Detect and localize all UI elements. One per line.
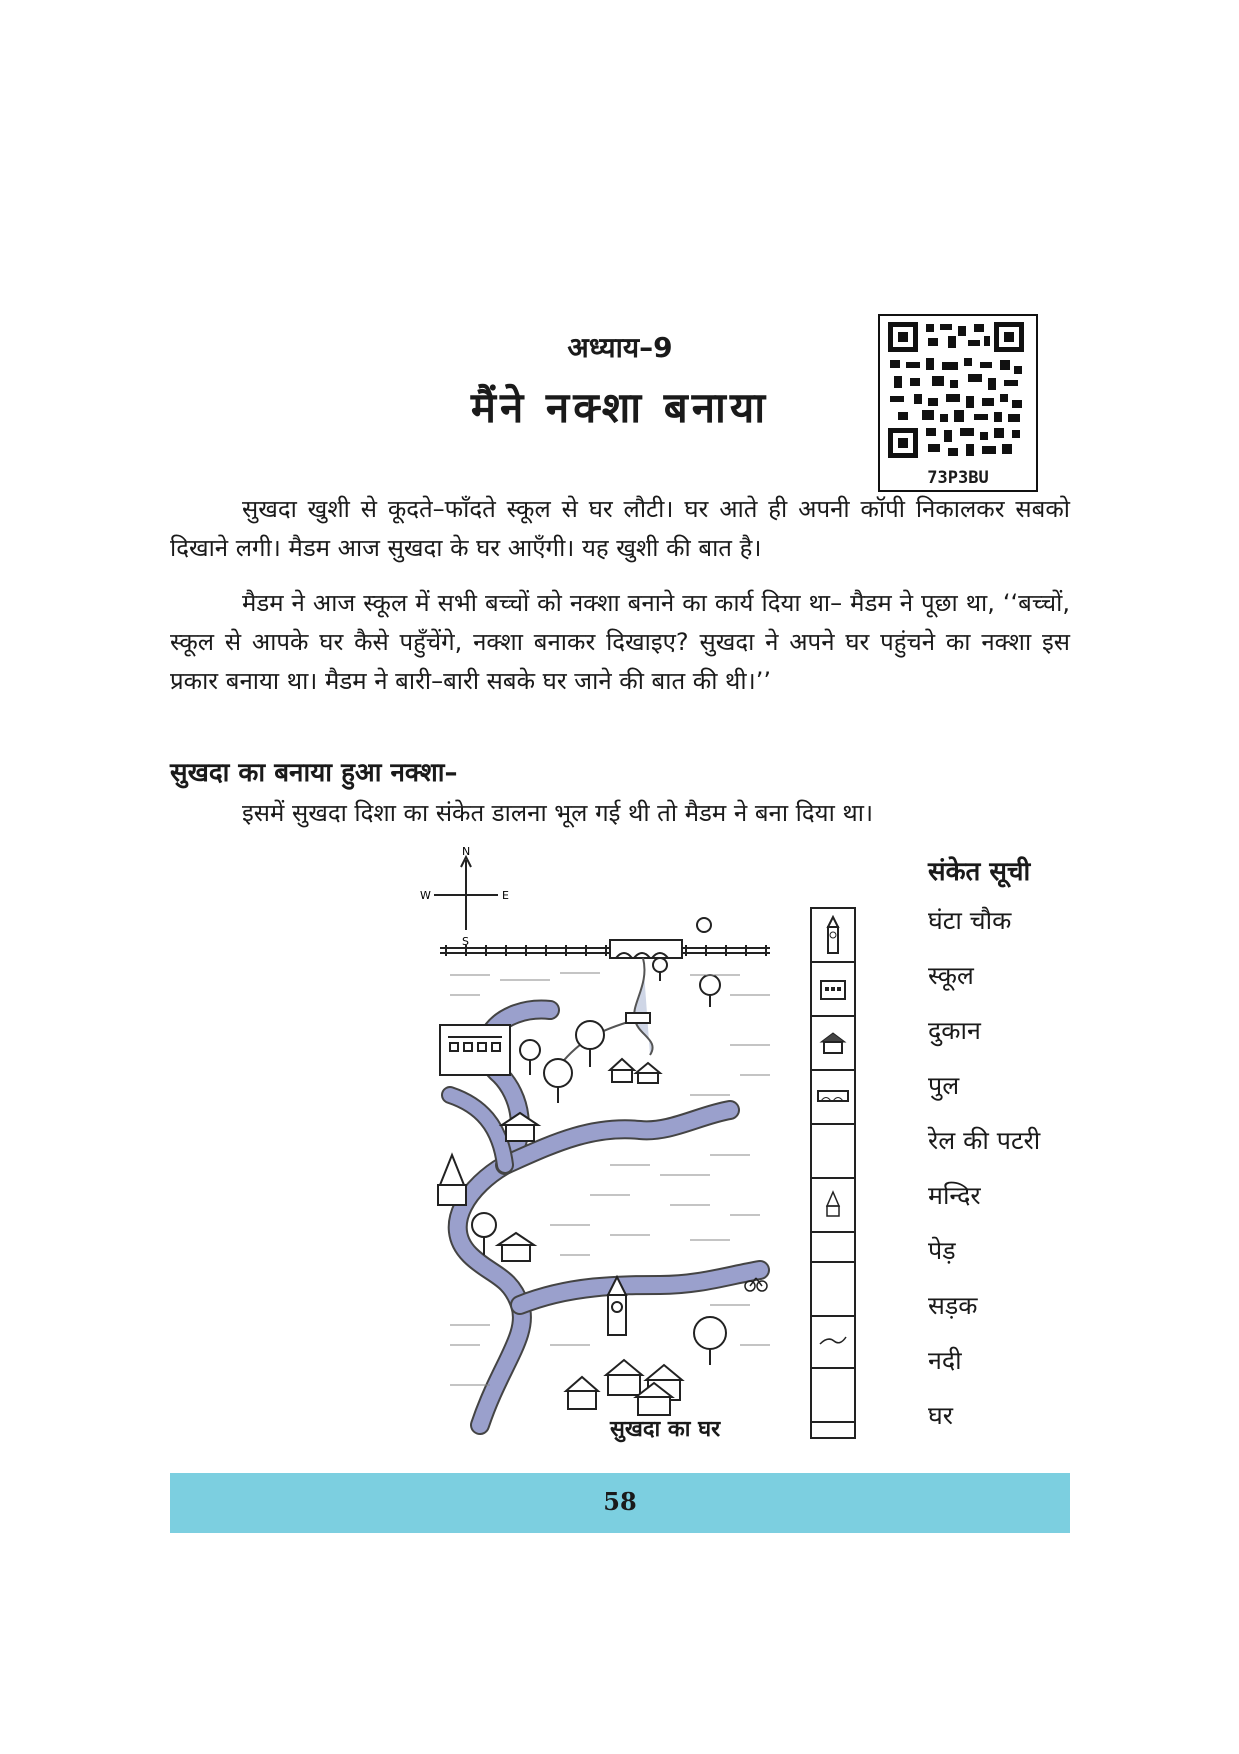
map-heading: सुखदा का बनाया हुआ नक्शा–	[170, 758, 458, 788]
school-icon	[818, 975, 848, 1003]
river-icon	[818, 1334, 848, 1348]
legend-symbol-temple	[812, 1179, 854, 1233]
legend-symbol-clock-tower	[812, 909, 854, 963]
map-drawing	[410, 845, 870, 1445]
village-houses-icon	[566, 1360, 682, 1415]
paragraph-1	[170, 490, 1070, 568]
compass-s: S	[462, 935, 469, 948]
paragraph-2-text: मैडम ने आज स्कूल में सभी बच्चों को नक्शा बनाने का कार्य दिया था– मैडम ने पूछा था, ‘‘बच्चों, स्कूल से आपके घर कैसे पहुँचेंगे, नक्शा बनाकर दिखाइए? सुखदा ने अपने घर पहुंचने का नक्शा इस प्रकार बनाया था। मैडम ने बारी–बारी सबके घर जाने की बात की थी।’’	[170, 589, 1070, 695]
qr-code-box[interactable]	[878, 314, 1038, 492]
shop-icon	[818, 1030, 848, 1056]
legend-label-clock-tower: घंटा चौक	[928, 906, 1012, 935]
footer-band	[170, 1473, 1070, 1533]
chapter-title: मैंने नक्शा बनाया	[470, 383, 770, 432]
legend-symbol-bridge	[812, 1071, 854, 1125]
temple-icon	[823, 1190, 843, 1220]
chapter-label: अध्याय–9	[567, 331, 673, 364]
legend-symbol-road	[812, 1315, 854, 1369]
legend-symbol-strip	[810, 907, 856, 1439]
bridge-icon	[816, 1087, 850, 1107]
river-bridge-icon	[626, 1013, 650, 1023]
legend-label-road: सड़क	[928, 1291, 978, 1320]
legend-label-school: स्कूल	[928, 961, 974, 990]
house-cluster-icon	[610, 1059, 660, 1083]
legend-label-bridge: पुल	[928, 1071, 960, 1100]
map-caption: सुखदा का घर	[610, 1417, 721, 1442]
page-number: 58	[603, 1487, 637, 1516]
paragraph-1-text: सुखदा खुशी से कूदते–फाँदते स्कूल से घर लौटी। घर आते ही अपनी कॉपी निकालकर सबको दिखाने लगी। मैडम आज सुखदा के घर आएँगी। यह खुशी की बात है।	[170, 495, 1070, 562]
compass-icon	[434, 857, 498, 930]
legend-label-river: नदी	[928, 1346, 962, 1375]
legend-symbol-tree	[812, 1261, 854, 1317]
legend-symbol-railway	[812, 1125, 854, 1179]
compass-w: W	[420, 889, 431, 902]
legend-label-railway: रेल की पटरी	[928, 1126, 1041, 1155]
rail-bridge-icon	[610, 940, 682, 958]
school-building-icon	[440, 1025, 510, 1075]
map-note-text: इसमें सुखदा दिशा का संकेत डालना भूल गई थी तो मैडम ने बना दिया था।	[242, 799, 874, 827]
legend-symbol-shop	[812, 1017, 854, 1071]
river	[634, 958, 652, 1055]
legend-label-tree: पेड़	[928, 1236, 956, 1265]
legend-symbol-school	[812, 963, 854, 1017]
sukhda-map	[410, 845, 870, 1445]
legend-title: संकेत सूची	[928, 857, 1031, 887]
railway-track	[440, 945, 770, 956]
compass-e: E	[502, 889, 509, 902]
qr-code-text: 73P3BU	[927, 468, 989, 488]
temple-icon	[438, 1155, 466, 1205]
legend-symbol-river	[812, 1369, 854, 1423]
legend-label-temple: मन्दिर	[928, 1181, 981, 1210]
clock-tower-icon	[822, 915, 844, 955]
paragraph-2	[170, 584, 1070, 701]
legend-gap	[812, 1233, 854, 1259]
qr-code-icon	[888, 322, 1024, 462]
compass-n: N	[462, 845, 471, 858]
legend-label-house: घर	[928, 1401, 954, 1430]
legend-label-shop: दुकान	[928, 1016, 981, 1045]
map-note	[170, 794, 1070, 833]
